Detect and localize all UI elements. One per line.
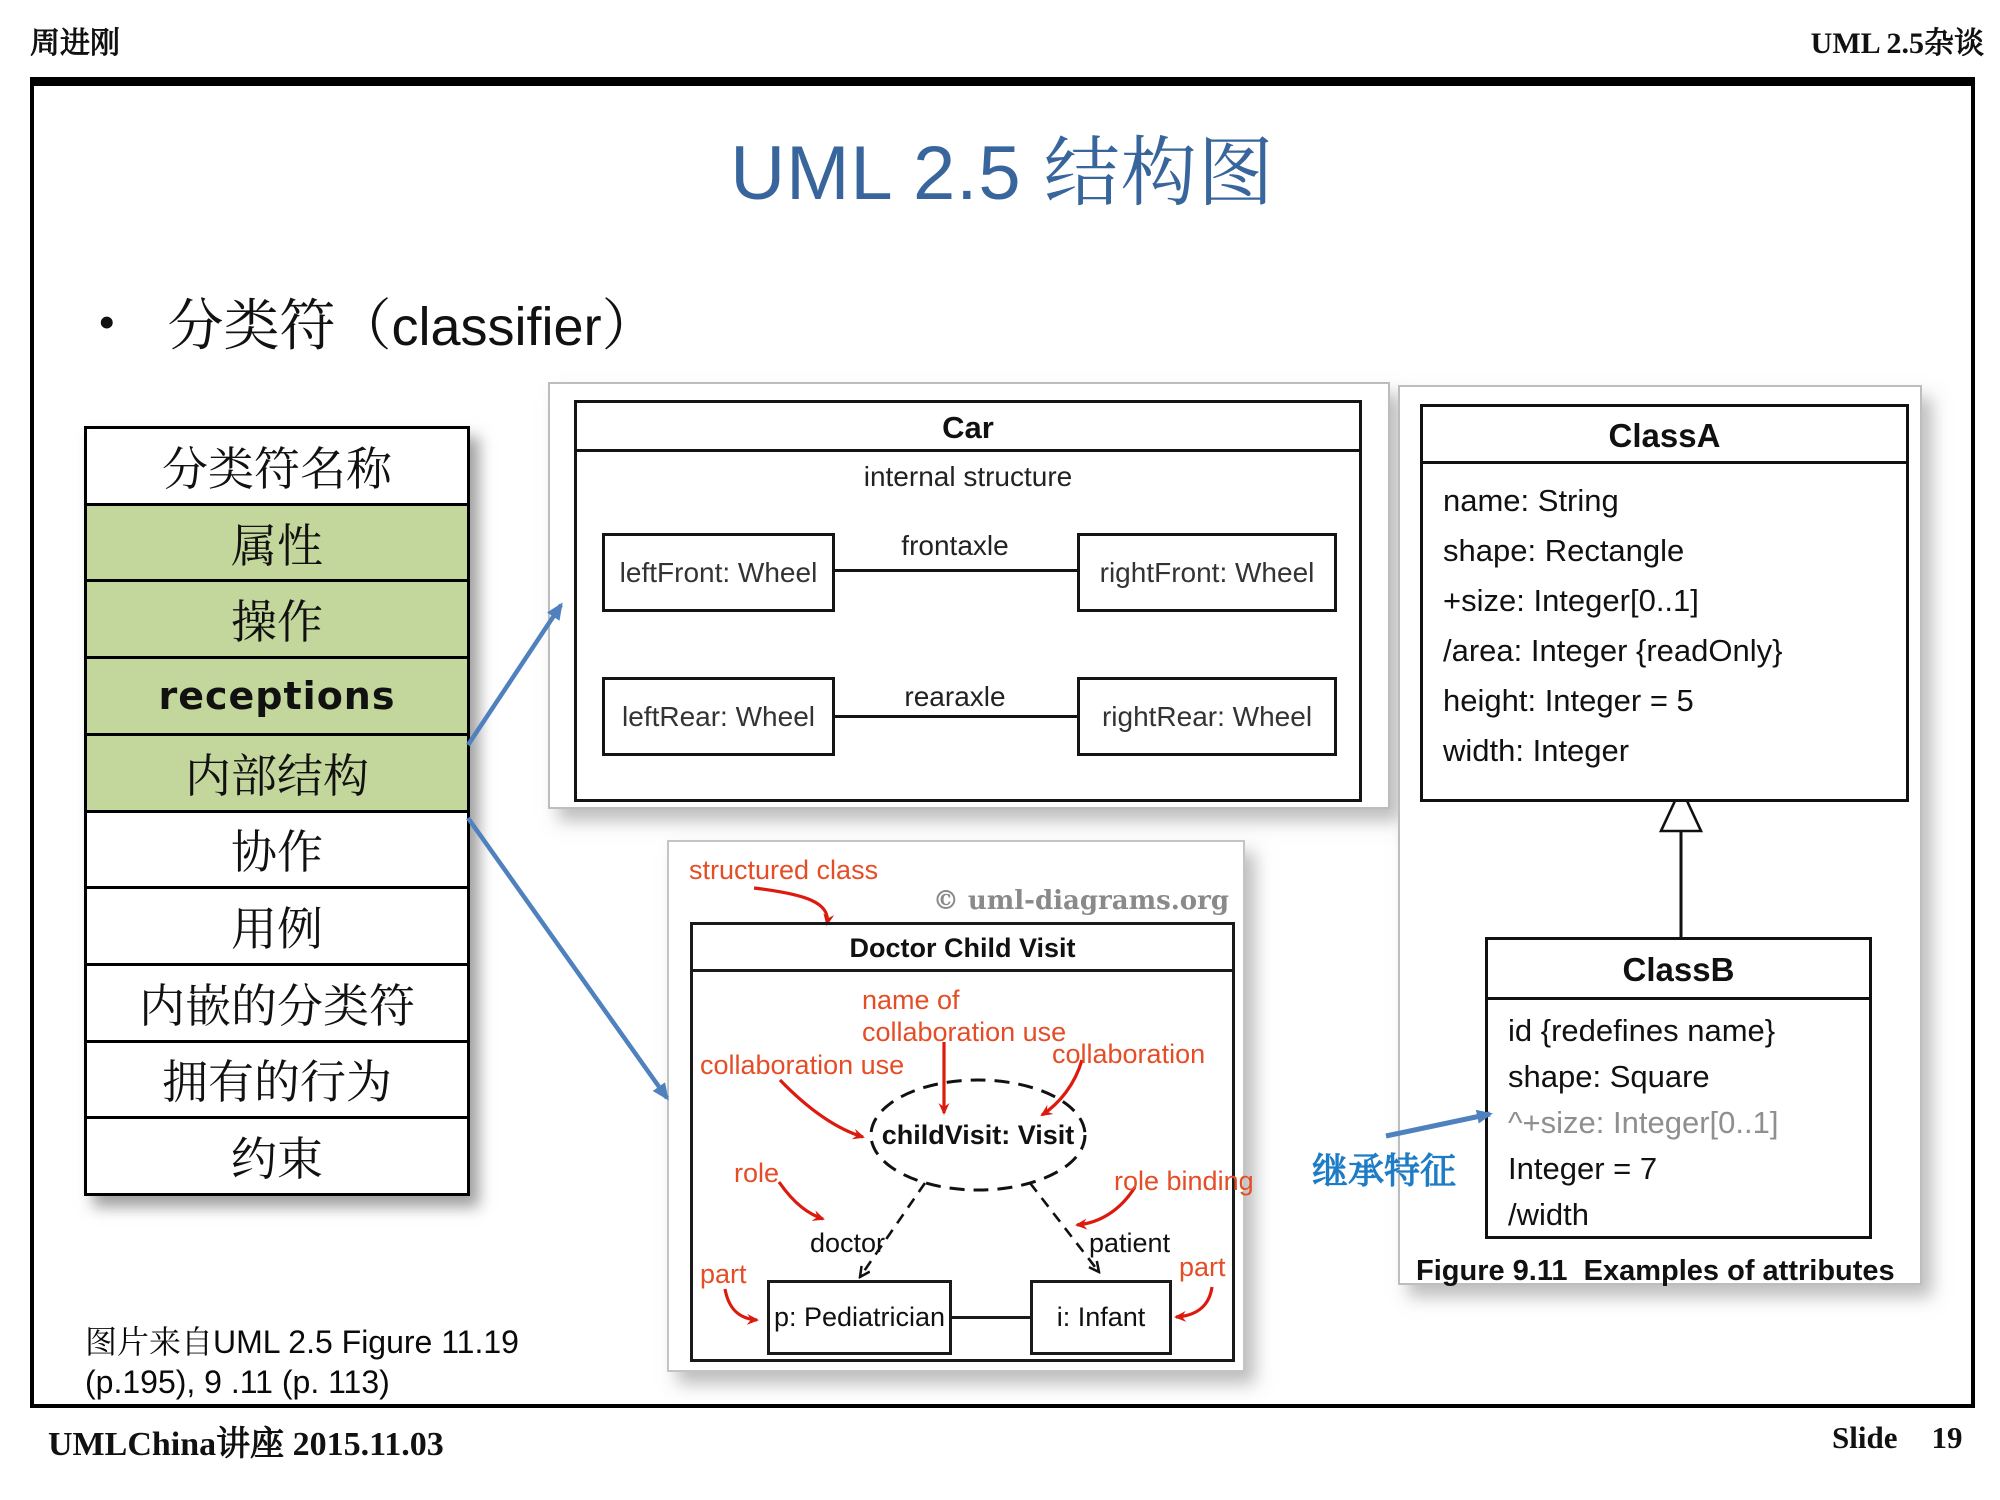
table-row-label: 操作	[231, 597, 323, 649]
table-row	[87, 1116, 467, 1193]
source-note-line1: 图片来自UML 2.5 Figure 11.19	[85, 1324, 519, 1360]
figure-caption: Figure 9.11 Examples of attributes	[1416, 1255, 1895, 1287]
inherited-feature-callout: 继承特征	[1312, 1151, 1457, 1191]
table-row-label: 内部结构	[185, 750, 369, 802]
pediatrician-label: p: Pediatrician	[773, 1302, 946, 1332]
classb-attr: shape: Square	[1508, 1059, 1710, 1094]
part-right-label: part	[1179, 1252, 1226, 1282]
classa-box	[1420, 404, 1909, 802]
infant-part-box	[1030, 1280, 1172, 1355]
doctor-role-label: doctor	[810, 1228, 886, 1258]
classa-attr: width: Integer	[1443, 733, 1630, 768]
table-row	[87, 733, 467, 810]
table-row	[87, 503, 467, 580]
collaboration-figure	[667, 840, 1254, 1372]
watermark: © uml-diagrams.org	[932, 886, 1229, 916]
table-row-label: receptions	[158, 673, 396, 718]
car-class-name: Car	[577, 403, 1359, 452]
table-row-label: 约束	[231, 1134, 323, 1186]
slide-title: UML 2.5 结构图	[730, 131, 1275, 216]
classb-attr: Integer = 7	[1508, 1151, 1658, 1186]
frontaxle-label: frontaxle	[901, 530, 1009, 561]
bullet-open-paren: （	[335, 296, 392, 358]
classa-attr: /area: Integer {readOnly}	[1443, 633, 1783, 668]
table-header	[87, 429, 467, 503]
image-source-note	[85, 1322, 519, 1402]
classb-attr: id {redefines name}	[1508, 1013, 1776, 1048]
table-row	[87, 963, 467, 1040]
classb-attr-inherited: ^+size: Integer[0..1]	[1508, 1105, 1779, 1140]
internal-structure-label: internal structure	[863, 461, 1073, 492]
table-header-label: 分类符名称	[162, 443, 392, 495]
rearaxle-connector	[832, 715, 1077, 718]
visit-class-name: Doctor Child Visit	[693, 925, 1232, 972]
table-row-label: 内嵌的分类符	[139, 980, 415, 1032]
part-left-rear-label: leftRear: Wheel	[622, 700, 815, 732]
frontaxle-connector	[832, 569, 1077, 572]
classb-name: ClassB	[1488, 940, 1869, 1000]
name-of-line2: collaboration use	[862, 1017, 1067, 1047]
bullet-close-paren: ）	[601, 296, 658, 358]
patient-role-label: patient	[1089, 1228, 1171, 1258]
pediatrician-part-box	[767, 1280, 952, 1355]
classa-attr: shape: Rectangle	[1443, 533, 1685, 568]
part-right-front	[1077, 533, 1337, 612]
role-label: role	[734, 1158, 780, 1188]
car-structure-figure	[548, 382, 1390, 809]
table-row	[87, 810, 467, 887]
bullet-text-cn: 分类符	[167, 296, 336, 358]
part-left-front	[602, 533, 835, 612]
table-row	[87, 579, 467, 656]
attributes-figure	[1398, 385, 1922, 1285]
classb-attr: /width	[1508, 1197, 1589, 1232]
collaboration-label: collaboration	[1052, 1039, 1206, 1069]
footer-slide-number	[1832, 1420, 1962, 1456]
structured-class-arrow	[754, 888, 827, 924]
part-right-rear-label: rightRear: Wheel	[1101, 700, 1313, 732]
classb-attributes	[1488, 1000, 1869, 1238]
classa-attributes	[1423, 464, 1906, 776]
table-row-label: 协作	[231, 827, 323, 879]
role-binding-label: role binding	[1114, 1166, 1254, 1196]
footer-lecture-label: UMLChina讲座 2015.11.03	[48, 1426, 444, 1463]
part-right-rear	[1077, 677, 1337, 756]
table-row	[87, 1040, 467, 1117]
part-left-front-label: leftFront: Wheel	[619, 556, 818, 588]
classa-attr: name: String	[1443, 483, 1619, 518]
part-left-label: part	[700, 1259, 747, 1289]
collaboration-use-label: collaboration use	[700, 1050, 905, 1080]
page-header-series: UML 2.5杂谈	[1810, 27, 1984, 60]
table-row-label: 用例	[231, 904, 323, 956]
infant-label: i: Infant	[1056, 1302, 1146, 1332]
classa-attr: height: Integer = 5	[1443, 683, 1694, 718]
part-right-front-label: rightFront: Wheel	[1099, 556, 1315, 588]
slide-number: 19	[1931, 1420, 1963, 1455]
table-row-label: 拥有的行为	[162, 1057, 392, 1109]
bullet-line	[98, 282, 658, 362]
page-header-author: 周进刚	[30, 27, 120, 60]
bullet-icon: •	[98, 294, 116, 350]
car-class-box	[574, 400, 1362, 802]
table-row	[87, 886, 467, 963]
name-of-collab-use-label	[862, 984, 1066, 1048]
classb-box	[1485, 937, 1872, 1239]
structured-class-label: structured class	[689, 855, 879, 885]
classa-name: ClassA	[1423, 407, 1906, 464]
classa-attr: +size: Integer[0..1]	[1443, 583, 1699, 618]
part-connector	[952, 1316, 1030, 1319]
name-of-line1: name of	[862, 985, 960, 1015]
rearaxle-label: rearaxle	[904, 681, 1006, 712]
collaboration-use-name: childVisit: Visit	[881, 1120, 1075, 1150]
source-note-line2: (p.195), 9 .11 (p. 113)	[85, 1364, 390, 1400]
classifier-table	[84, 426, 470, 1196]
part-left-rear	[602, 677, 835, 756]
table-row-label: 属性	[231, 520, 323, 572]
slide-label: Slide	[1832, 1420, 1898, 1455]
bullet-text-en: classifier	[391, 297, 602, 357]
table-row	[87, 656, 467, 733]
